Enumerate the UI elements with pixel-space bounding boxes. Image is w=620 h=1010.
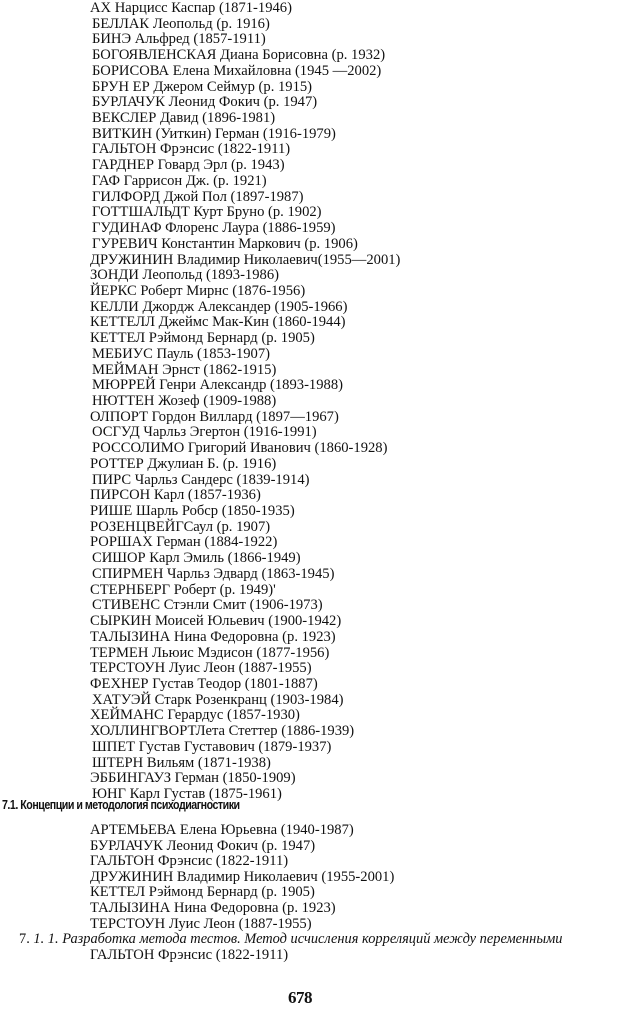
name-entry: ГАЛЬТОН Фрэнсис (1822-1911) (90, 853, 289, 870)
name-entry: ЙЕРКС Роберт Мирнс (1876-1956) (90, 282, 306, 299)
name-entry: ШПЕТ Густав Густавович (1879-1937) (92, 738, 332, 755)
name-entry: ТЕРМЕН Льюис Мэдисон (1877-1956) (90, 644, 330, 661)
name-entry: БИНЭ Альфред (1857-1911) (92, 31, 266, 48)
name-entry: ХАТУЭЙ Старк Розенкранц (1903-1984) (92, 691, 344, 708)
name-entry: БУРЛАЧУК Леонид Фокич (р. 1947) (92, 94, 318, 111)
name-entry: ТАЛЫЗИНА Нина Федоровна (р. 1923) (90, 900, 336, 916)
name-entry: ГАЛЬТОН Фрэнсис (1822-1911) (90, 947, 289, 963)
section-heading: 7.1. Концепции и методология психодиагностики (2, 797, 240, 812)
name-entry: ТЕРСТОУН Луис Леон (1887-1955) (90, 660, 312, 677)
name-entry: ГАРДНЕР Говард Эрл (р. 1943) (92, 157, 285, 174)
page-number: 678 (288, 988, 312, 1007)
name-entry: БЕЛЛАК Леопольд (р. 1916) (92, 15, 270, 32)
name-entry: ГАФ Гаррисон Дж. (р. 1921) (92, 172, 267, 189)
name-entry: МЕБИУС Пауль (1853-1907) (92, 345, 270, 362)
name-entry: ПИРСОН Карл (1857-1936) (90, 487, 261, 504)
name-entry: СПИРМЕН Чарльз Эдвард (1863-1945) (92, 565, 335, 582)
name-entry: ЮНГ Карл Густав (1875-1961) (92, 786, 282, 802)
name-entry: БРУН ЕР Джером Сеймур (р. 1915) (92, 78, 313, 95)
subsection-number: 7. (19, 931, 30, 947)
name-entry: ГОТТШАЛЬДТ Курт Бруно (р. 1902) (92, 204, 322, 221)
name-entry: СТЕРНБЕРГ Роберт (р. 1949)' (90, 581, 276, 598)
name-entry: РИШЕ Шарль Робср (1850-1935) (90, 503, 295, 520)
subsection-subnumber: 1. 1. (33, 931, 59, 947)
name-entry: РОТТЕР Джулиан Б. (р. 1916) (90, 455, 277, 472)
name-entry: ТАЛЫЗИНА Нина Федоровна (р. 1923) (90, 628, 336, 645)
name-entry: РОЗЕНЦВЕЙГСаул (р. 1907) (90, 518, 271, 535)
name-entry: ГИЛФОРД Джой Пол (1897-1987) (92, 188, 304, 205)
name-entry: ТЕРСТОУН Луис Леон (1887-1955) (90, 915, 312, 932)
name-entry: ГАЛЬТОН Фрэнсис (1822-1911) (92, 141, 291, 158)
name-entry: БУРЛАЧУК Леонид Фокич (р. 1947) (90, 837, 316, 854)
subsection-heading (19, 931, 562, 948)
name-entry: ХЕЙМАНС Герардус (1857-1930) (90, 707, 300, 724)
name-entry: РОССОЛИМО Григорий Иванович (1860-1928) (92, 440, 388, 457)
name-entry: ФЕХНЕР Густав Теодор (1801-1887) (90, 675, 318, 692)
name-entry: РОРШАХ Герман (1884-1922) (90, 534, 278, 551)
subsection-title: Разработка метода тестов. Метод исчисления корреляций между переменными (62, 931, 563, 947)
name-entry: ХОЛЛИНГВОРТЛета Стеттер (1886-1939) (90, 723, 355, 740)
name-entry: ОЛПОРТ Гордон Виллард (1897—1967) (90, 408, 339, 425)
name-entry: ПИРС Чарльз Сандерс (1839-1914) (92, 471, 310, 488)
name-entry: СИШОР Карл Эмиль (1866-1949) (92, 550, 301, 567)
name-entry: ВИТКИН (Уиткин) Герман (1916-1979) (92, 125, 336, 142)
name-entry: БОГОЯВЛЕНСКАЯ Диана Борисовна (р. 1932) (92, 47, 386, 64)
name-entry: КЕЛЛИ Джордж Александер (1905-1966) (90, 298, 348, 315)
name-entry: НЮТТЕН Жозеф (1909-1988) (92, 393, 277, 409)
name-entry: АРТЕМЬЕВА Елена Юрьевна (1940-1987) (90, 822, 354, 838)
name-entry: БОРИСОВА Елена Михайловна (1945 —2002) (92, 62, 382, 79)
name-entry: МЮРРЕЙ Генри Александр (1893-1988) (92, 377, 343, 394)
name-entry: КЕТТЕЛ Рэймонд Бернард (р. 1905) (90, 884, 315, 901)
name-entry: ОСГУД Чарльз Эгертон (1916-1991) (92, 424, 317, 441)
name-entry: ГУДИНАФ Флоренс Лаура (1886-1959) (92, 220, 336, 237)
name-entry: АХ Нарцисс Каспар (1871-1946) (90, 0, 292, 16)
name-entry: ВЕКСЛЕР Давид (1896-1981) (92, 110, 276, 127)
name-entry: КЕТТЕЛ Рэймонд Бернард (р. 1905) (90, 330, 315, 347)
name-entry: ДРУЖИНИН Владимир Николаевич(1955—2001) (90, 251, 401, 268)
name-entry: СЫРКИН Моисей Юльевич (1900-1942) (90, 613, 342, 630)
name-entry: СТИВЕНС Стэнли Смит (1906-1973) (92, 597, 323, 614)
name-entry: ЭББИНГАУЗ Герман (1850-1909) (90, 770, 296, 787)
name-entry: ДРУЖИНИН Владимир Николаевич (1955-2001) (90, 868, 395, 885)
name-entry: ЗОНДИ Леопольд (1893-1986) (90, 267, 279, 284)
name-entry: КЕТТЕЛЛ Джеймс Мак-Кин (1860-1944) (90, 314, 346, 331)
name-entry: ШТЕРН Вильям (1871-1938) (92, 754, 271, 771)
name-entry: ГУРЕВИЧ Константин Маркович (р. 1906) (92, 235, 358, 252)
name-entry: МЕЙМАН Эрнст (1862-1915) (92, 361, 277, 378)
